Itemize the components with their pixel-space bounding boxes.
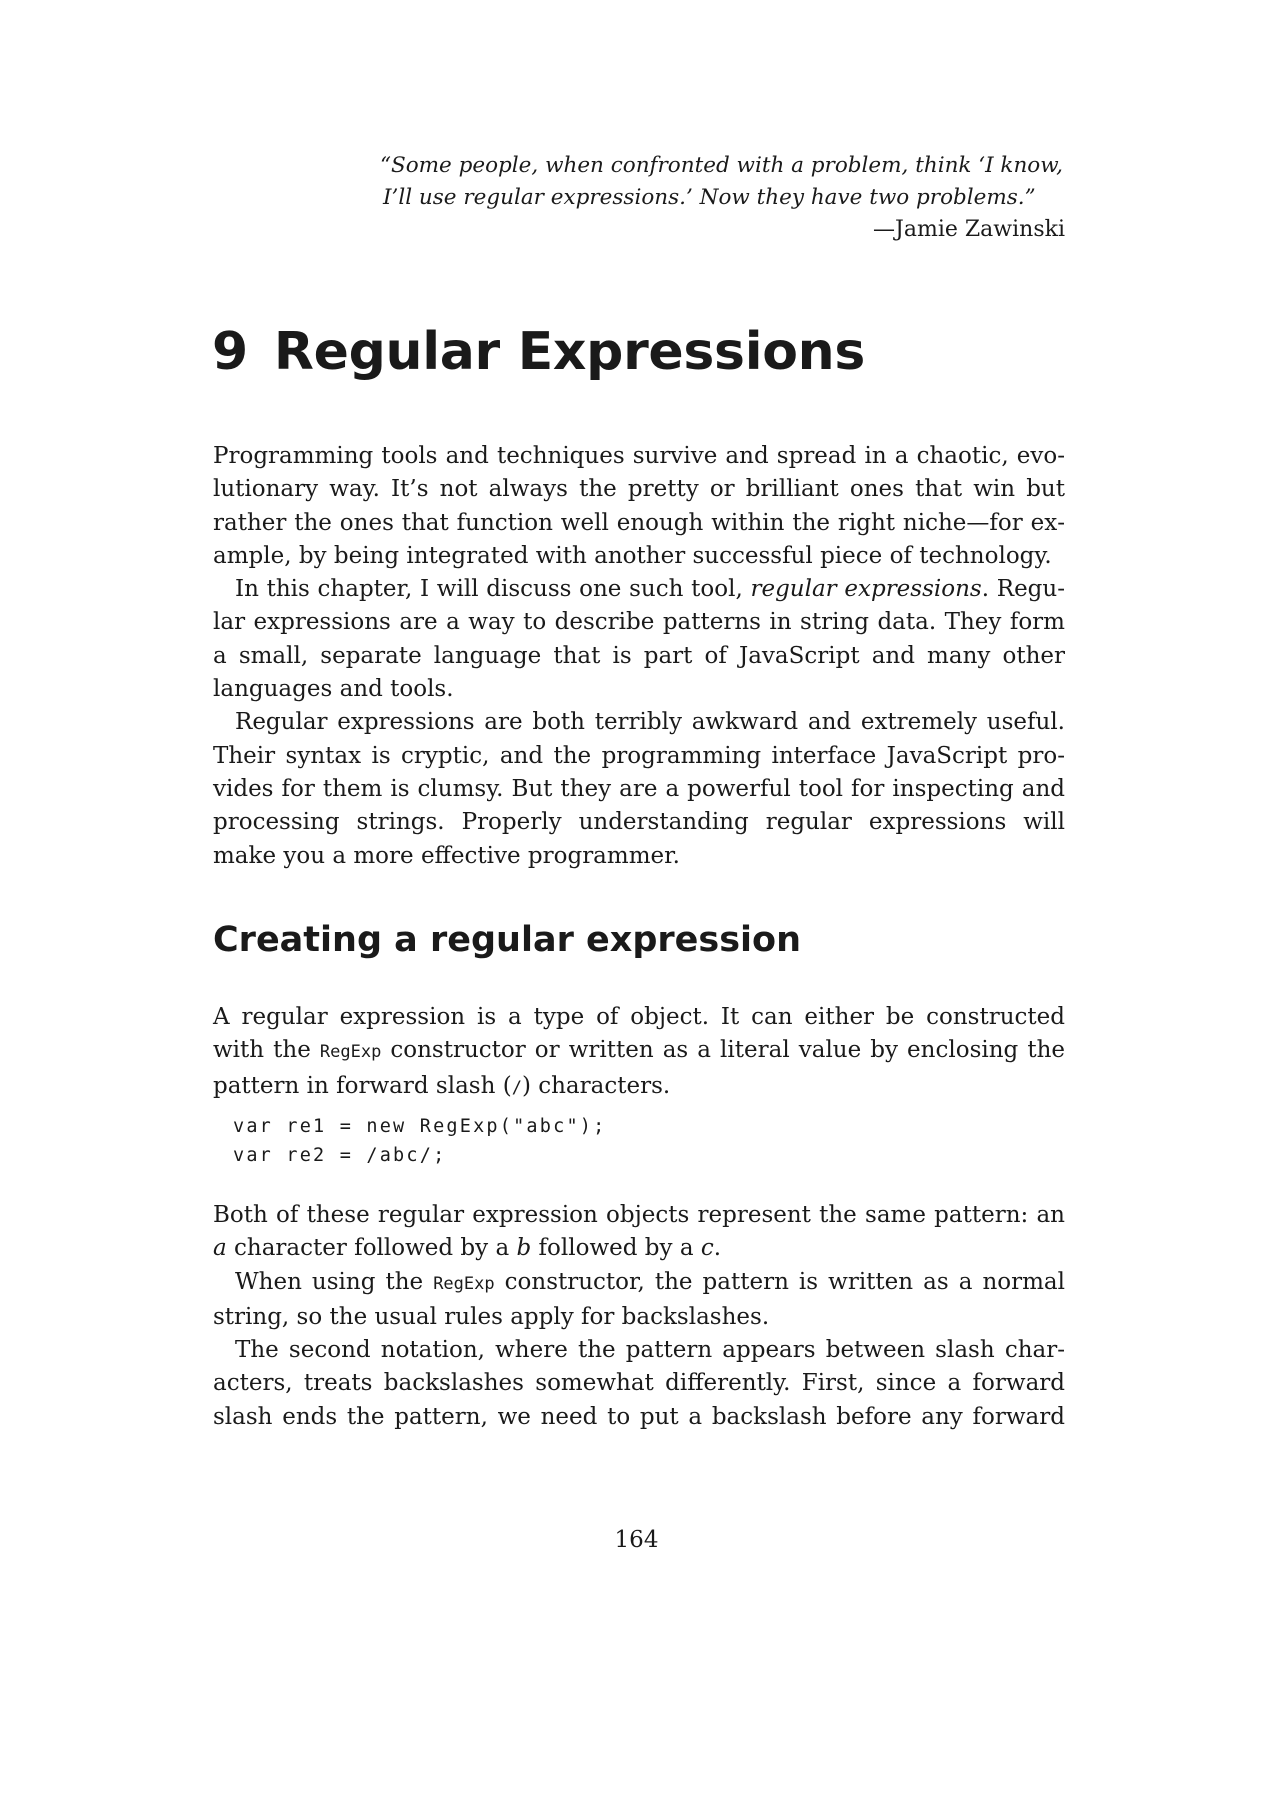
section-p1-text-a: A regular expression is a type of object. It can either be constructed with the [213,1004,1065,1064]
intro-paragraph-2 [213,573,1065,706]
var-c: c [700,1235,714,1262]
inline-code-regexp-2: RegExp [433,1273,495,1294]
section-p3-text-a: When using the [235,1268,434,1295]
epigraph-attribution: —Jamie Zawinski [873,217,1065,242]
intro-paragraph-3: Regular expressions are both terribly awkward and extremely useful. Their syntax is cryptic, and the programming interface JavaScript provides for them is clumsy. But they are a powerful tool for inspecting and processing strings. Properly understanding regular expressions will make you a more effective programmer. [213,709,1065,869]
intro-p2-text-b: . Regular expressions are a way to describe patterns in string data. They form a small, separate language that is part of JavaScript and many other languages and tools. [213,576,1066,703]
code-block [233,1112,606,1170]
section-p2-text-c: followed by a [531,1235,701,1262]
intro-paragraph-1: Programming tools and techniques survive and spread in a chaotic, evolutionary way. It’s not always the pretty or brilliant ones that win but rather the ones that function well enough within the right niche—for example, by being integrated with another successful piece of technology. [213,443,1065,569]
section-intro [213,1001,1065,1105]
var-a: a [213,1235,227,1262]
section-p3-text-b: constructor, the pattern is written as a normal string, so the usual rules apply for backslashes. [213,1268,1065,1330]
var-b: b [516,1235,532,1262]
code-line-2: var re2 = /abc/; [233,1145,447,1166]
epigraph [375,150,1065,246]
chapter-title [212,320,865,384]
section-p2-text-b: character followed by a [226,1235,517,1262]
section-paragraph-1 [213,1001,1065,1105]
section-p2-text-d: . [713,1235,722,1262]
section-body [213,1199,1065,1434]
epigraph-line-1: “Some people, when confronted with a problem, think ‘I know, [380,153,1063,178]
section-paragraph-4: The second notation, where the pattern appears between slash characters, treats backslashes somewhat differently. First, since a forward slash ends the pattern, we need to put a backslash before any forward [213,1337,1065,1430]
section-p2-text-a: Both of these regular expression objects represent the same pattern: an [213,1202,1065,1228]
chapter-number: 9 [212,322,248,382]
chapter-title-text: Regular Expressions [273,322,866,382]
intro-text [213,440,1065,873]
section-p1-text-b: constructor or written as a literal value by enclosing the pattern in forward slash ( [213,1037,1065,1099]
section-title: Creating a regular expression [213,920,802,960]
section-paragraph-2 [213,1199,1065,1266]
epigraph-line-2: I’ll use regular expressions.’ Now they have two problems.” [383,185,1036,210]
inline-code-slash: / [511,1077,522,1098]
section-paragraph-3 [213,1266,1065,1335]
code-line-1: var re1 = new RegExp("abc"); [233,1116,607,1137]
page-number: 164 [614,1527,659,1553]
term-regular-expressions: regular expressions [750,576,982,603]
section-p1-text-c: ) characters. [521,1072,671,1099]
intro-p2-text-a: In this chapter, I will discuss one such tool, [235,576,751,603]
inline-code-regexp: RegExp [319,1042,382,1063]
